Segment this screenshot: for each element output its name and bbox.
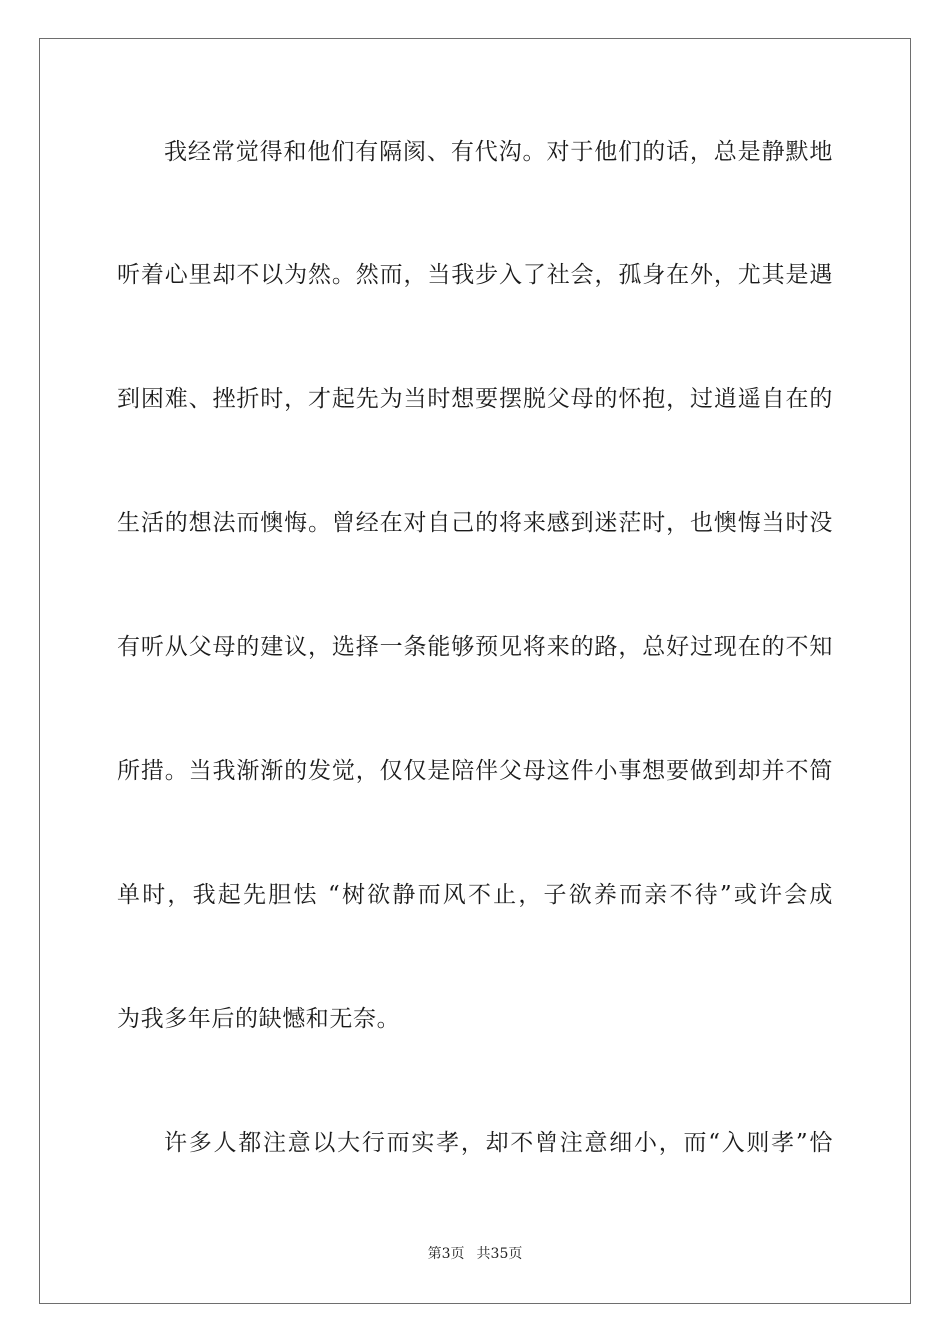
- page-border: [39, 38, 911, 1304]
- paragraph-line: 到困难、挫折时，才起先为当时想要摆脱父母的怀抱，过逍遥自在的: [117, 386, 833, 412]
- page-footer: [0, 1245, 950, 1263]
- page-total: 共35页: [476, 1246, 523, 1262]
- paragraph-line: 有听从父母的建议，选择一条能够预见将来的路，总好过现在的不知: [117, 634, 833, 660]
- paragraph-line: 许多人都注意以大行而实孝，却不曾注意细小，而“入则孝”恰: [164, 1130, 833, 1156]
- paragraph-line: 为我多年后的缺憾和无奈。: [117, 1006, 401, 1032]
- paragraph-line: 生活的想法而懊悔。曾经在对自己的将来感到迷茫时，也懊悔当时没: [117, 510, 833, 536]
- paragraph-line: 听着心里却不以为然。然而，当我步入了社会，孤身在外，尤其是遇: [117, 262, 833, 288]
- paragraph-line: 单时，我起先胆怯 “树欲静而风不止，子欲养而亲不待”或许会成: [117, 882, 833, 908]
- paragraph-line: 我经常觉得和他们有隔阂、有代沟。对于他们的话，总是静默地: [164, 139, 833, 165]
- page-number: 第3页: [427, 1246, 465, 1262]
- paragraph-line: 所措。当我渐渐的发觉，仅仅是陪伴父母这件小事想要做到却并不简: [117, 758, 833, 784]
